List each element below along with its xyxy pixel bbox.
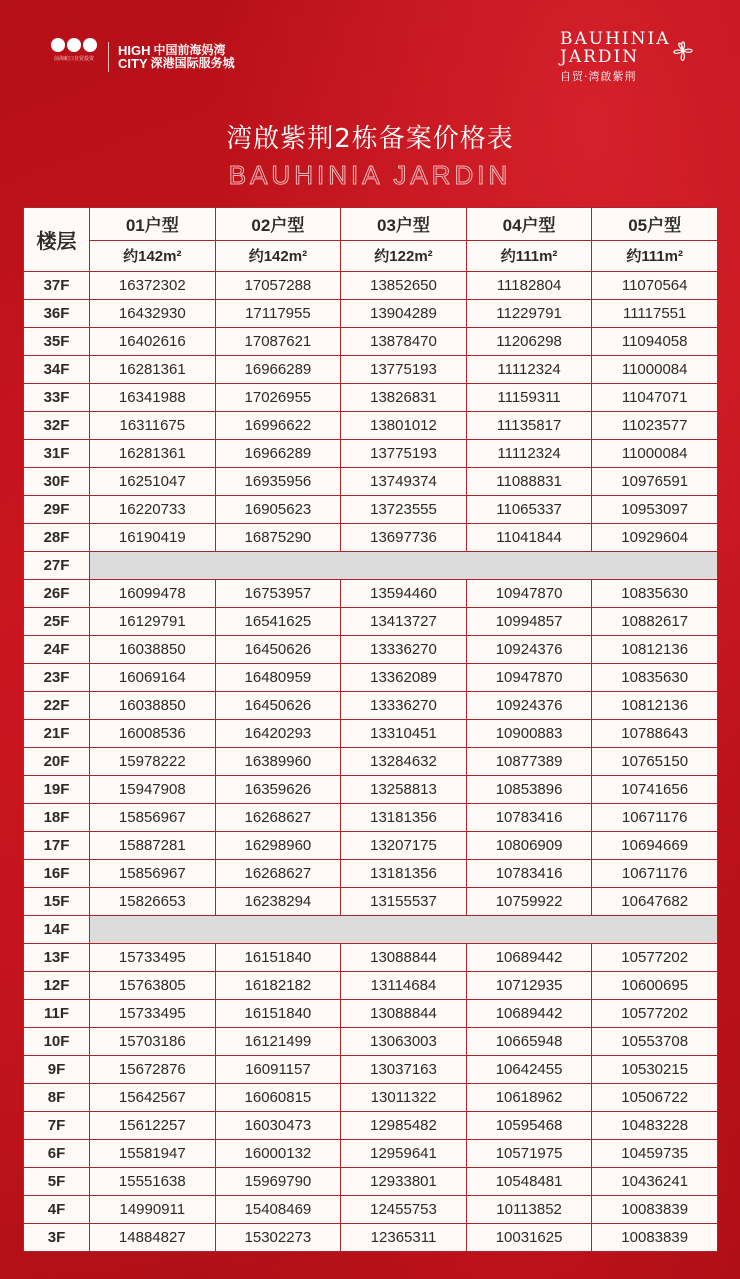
price-cell: 13088844 bbox=[341, 944, 467, 972]
floor-label: 37F bbox=[24, 272, 90, 300]
price-cell: 10783416 bbox=[466, 804, 592, 832]
price-cell: 16311675 bbox=[90, 412, 216, 440]
type-header-row bbox=[24, 208, 718, 241]
price-cell: 14990911 bbox=[90, 1196, 216, 1224]
price-cell: 16372302 bbox=[90, 272, 216, 300]
price-cell: 16359626 bbox=[215, 776, 341, 804]
price-table-body bbox=[24, 272, 718, 1252]
price-cell: 11159311 bbox=[466, 384, 592, 412]
table-row bbox=[24, 328, 718, 356]
price-cell: 14884827 bbox=[90, 1224, 216, 1252]
price-cell: 13037163 bbox=[341, 1056, 467, 1084]
price-cell: 17087621 bbox=[215, 328, 341, 356]
price-cell: 16905623 bbox=[215, 496, 341, 524]
area-header: 约111m² bbox=[466, 240, 592, 272]
price-cell: 16129791 bbox=[90, 608, 216, 636]
price-cell: 15969790 bbox=[215, 1168, 341, 1196]
price-cell: 13775193 bbox=[341, 440, 467, 468]
area-header-row bbox=[24, 240, 718, 272]
price-cell: 16450626 bbox=[215, 692, 341, 720]
price-cell: 13114684 bbox=[341, 972, 467, 1000]
price-cell: 15856967 bbox=[90, 804, 216, 832]
price-cell: 15703186 bbox=[90, 1028, 216, 1056]
price-cell: 13594460 bbox=[341, 580, 467, 608]
floor-label: 23F bbox=[24, 664, 90, 692]
brand-en-line1: BAUHINIA bbox=[560, 29, 671, 49]
table-row bbox=[24, 636, 718, 664]
highcity-line2: CITY bbox=[118, 56, 148, 71]
price-cell: 10506722 bbox=[592, 1084, 718, 1112]
price-cell: 13258813 bbox=[341, 776, 467, 804]
empty-floor-row bbox=[90, 916, 718, 944]
page-subtitle: BAUHINIA JARDIN bbox=[228, 160, 512, 190]
floor-label: 15F bbox=[24, 888, 90, 916]
table-row bbox=[24, 580, 718, 608]
price-cell: 16190419 bbox=[90, 524, 216, 552]
type-header: 01户型 bbox=[90, 208, 216, 241]
floor-label: 28F bbox=[24, 524, 90, 552]
price-cell: 11000084 bbox=[592, 356, 718, 384]
price-cell: 10947870 bbox=[466, 664, 592, 692]
price-cell: 11047071 bbox=[592, 384, 718, 412]
floor-label: 3F bbox=[24, 1224, 90, 1252]
price-cell: 10835630 bbox=[592, 580, 718, 608]
floor-label: 6F bbox=[24, 1140, 90, 1168]
price-cell: 13011322 bbox=[341, 1084, 467, 1112]
price-cell: 12985482 bbox=[341, 1112, 467, 1140]
table-row bbox=[24, 1140, 718, 1168]
floor-column-header: 楼层 bbox=[24, 208, 90, 272]
price-cell: 13801012 bbox=[341, 412, 467, 440]
price-cell: 10812136 bbox=[592, 692, 718, 720]
price-cell: 16121499 bbox=[215, 1028, 341, 1056]
price-cell: 12933801 bbox=[341, 1168, 467, 1196]
table-row bbox=[24, 1196, 718, 1224]
price-cell: 13362089 bbox=[341, 664, 467, 692]
floor-label: 9F bbox=[24, 1056, 90, 1084]
price-cell: 10689442 bbox=[466, 944, 592, 972]
logo-caption: 前海蛇口自贸投资 bbox=[53, 56, 94, 62]
floor-label: 21F bbox=[24, 720, 90, 748]
table-row bbox=[24, 300, 718, 328]
price-cell: 10577202 bbox=[592, 944, 718, 972]
price-cell: 16038850 bbox=[90, 636, 216, 664]
price-cell: 10600695 bbox=[592, 972, 718, 1000]
price-cell: 12959641 bbox=[341, 1140, 467, 1168]
price-cell: 10806909 bbox=[466, 832, 592, 860]
price-cell: 10882617 bbox=[592, 608, 718, 636]
price-cell: 16151840 bbox=[215, 944, 341, 972]
table-row bbox=[24, 384, 718, 412]
price-cell: 10671176 bbox=[592, 804, 718, 832]
price-cell: 13336270 bbox=[341, 692, 467, 720]
price-cell: 16753957 bbox=[215, 580, 341, 608]
table-row bbox=[24, 1000, 718, 1028]
price-cell: 16238294 bbox=[215, 888, 341, 916]
table-row bbox=[24, 860, 718, 888]
price-cell: 16251047 bbox=[90, 468, 216, 496]
table-row bbox=[24, 496, 718, 524]
logo-divider bbox=[108, 42, 109, 72]
price-cell: 10577202 bbox=[592, 1000, 718, 1028]
price-cell: 10765150 bbox=[592, 748, 718, 776]
page-header bbox=[0, 0, 740, 205]
table-row bbox=[24, 440, 718, 468]
price-cell: 11112324 bbox=[466, 356, 592, 384]
price-cell: 16000132 bbox=[215, 1140, 341, 1168]
type-header: 05户型 bbox=[592, 208, 718, 241]
price-cell: 16099478 bbox=[90, 580, 216, 608]
price-cell: 10783416 bbox=[466, 860, 592, 888]
price-cell: 15672876 bbox=[90, 1056, 216, 1084]
price-cell: 11041844 bbox=[466, 524, 592, 552]
table-row bbox=[24, 692, 718, 720]
price-cell: 15302273 bbox=[215, 1224, 341, 1252]
highcity-logo bbox=[118, 44, 235, 70]
table-row bbox=[24, 468, 718, 496]
price-cell: 16432930 bbox=[90, 300, 216, 328]
price-cell: 11182804 bbox=[466, 272, 592, 300]
floor-label: 12F bbox=[24, 972, 90, 1000]
table-row bbox=[24, 944, 718, 972]
price-cell: 10924376 bbox=[466, 636, 592, 664]
price-cell: 16341988 bbox=[90, 384, 216, 412]
price-cell: 10947870 bbox=[466, 580, 592, 608]
highcity-cn2: 深港国际服务城 bbox=[150, 56, 235, 70]
floor-label: 34F bbox=[24, 356, 90, 384]
price-cell: 10689442 bbox=[466, 1000, 592, 1028]
price-cell: 13207175 bbox=[341, 832, 467, 860]
price-cell: 16008536 bbox=[90, 720, 216, 748]
floor-label: 33F bbox=[24, 384, 90, 412]
price-cell: 16091157 bbox=[215, 1056, 341, 1084]
price-cell: 16966289 bbox=[215, 440, 341, 468]
floor-label: 31F bbox=[24, 440, 90, 468]
bauhinia-flower-icon bbox=[668, 36, 698, 66]
floor-label: 5F bbox=[24, 1168, 90, 1196]
price-cell: 10835630 bbox=[592, 664, 718, 692]
price-cell: 10976591 bbox=[592, 468, 718, 496]
price-cell: 10929604 bbox=[592, 524, 718, 552]
area-header: 约111m² bbox=[592, 240, 718, 272]
price-cell: 10436241 bbox=[592, 1168, 718, 1196]
price-cell: 10994857 bbox=[466, 608, 592, 636]
price-cell: 15978222 bbox=[90, 748, 216, 776]
table-row bbox=[24, 1084, 718, 1112]
price-cell: 16420293 bbox=[215, 720, 341, 748]
floor-label: 22F bbox=[24, 692, 90, 720]
table-row bbox=[24, 608, 718, 636]
price-cell: 16151840 bbox=[215, 1000, 341, 1028]
price-cell: 15581947 bbox=[90, 1140, 216, 1168]
price-cell: 16966289 bbox=[215, 356, 341, 384]
highcity-line1: HIGH bbox=[118, 43, 151, 58]
price-cell: 11000084 bbox=[592, 440, 718, 468]
price-cell: 13852650 bbox=[341, 272, 467, 300]
brand-en-line2: JARDIN bbox=[560, 47, 640, 67]
price-cell: 10788643 bbox=[592, 720, 718, 748]
floor-label: 30F bbox=[24, 468, 90, 496]
price-cell: 10031625 bbox=[466, 1224, 592, 1252]
price-cell: 15551638 bbox=[90, 1168, 216, 1196]
floor-label: 7F bbox=[24, 1112, 90, 1140]
price-cell: 13088844 bbox=[341, 1000, 467, 1028]
price-cell: 10877389 bbox=[466, 748, 592, 776]
price-cell: 10665948 bbox=[466, 1028, 592, 1056]
price-cell: 10759922 bbox=[466, 888, 592, 916]
table-row bbox=[24, 888, 718, 916]
table-row bbox=[24, 1168, 718, 1196]
price-cell: 11023577 bbox=[592, 412, 718, 440]
price-cell: 16996622 bbox=[215, 412, 341, 440]
price-cell: 16298960 bbox=[215, 832, 341, 860]
floor-label: 18F bbox=[24, 804, 90, 832]
price-cell: 10647682 bbox=[592, 888, 718, 916]
price-cell: 12365311 bbox=[341, 1224, 467, 1252]
price-cell: 10812136 bbox=[592, 636, 718, 664]
price-cell: 10853896 bbox=[466, 776, 592, 804]
floor-label: 16F bbox=[24, 860, 90, 888]
price-cell: 16450626 bbox=[215, 636, 341, 664]
table-row bbox=[24, 720, 718, 748]
price-cell: 13723555 bbox=[341, 496, 467, 524]
price-cell: 13181356 bbox=[341, 804, 467, 832]
price-cell: 17117955 bbox=[215, 300, 341, 328]
table-row bbox=[24, 1224, 718, 1252]
table-row bbox=[24, 832, 718, 860]
floor-label: 26F bbox=[24, 580, 90, 608]
floor-label: 35F bbox=[24, 328, 90, 356]
floor-label: 32F bbox=[24, 412, 90, 440]
floor-label: 36F bbox=[24, 300, 90, 328]
price-cell: 10083839 bbox=[592, 1196, 718, 1224]
price-cell: 15733495 bbox=[90, 1000, 216, 1028]
price-cell: 10953097 bbox=[592, 496, 718, 524]
price-cell: 15826653 bbox=[90, 888, 216, 916]
table-row bbox=[24, 272, 718, 300]
area-header: 约142m² bbox=[215, 240, 341, 272]
price-cell: 13336270 bbox=[341, 636, 467, 664]
price-cell: 10530215 bbox=[592, 1056, 718, 1084]
price-cell: 10113852 bbox=[466, 1196, 592, 1224]
floor-label: 19F bbox=[24, 776, 90, 804]
price-cell: 10083839 bbox=[592, 1224, 718, 1252]
table-row bbox=[24, 1028, 718, 1056]
price-cell: 10459735 bbox=[592, 1140, 718, 1168]
price-cell: 16389960 bbox=[215, 748, 341, 776]
table-row bbox=[24, 1056, 718, 1084]
price-cell: 16220733 bbox=[90, 496, 216, 524]
page-title: 湾啟紫荆2栋备案价格表 bbox=[226, 124, 514, 154]
floor-label: 25F bbox=[24, 608, 90, 636]
table-row bbox=[24, 664, 718, 692]
price-cell: 11117551 bbox=[592, 300, 718, 328]
price-cell: 11135817 bbox=[466, 412, 592, 440]
price-cell: 10548481 bbox=[466, 1168, 592, 1196]
table-row bbox=[24, 972, 718, 1000]
price-cell: 15408469 bbox=[215, 1196, 341, 1224]
price-cell: 10595468 bbox=[466, 1112, 592, 1140]
floor-label: 20F bbox=[24, 748, 90, 776]
price-cell: 16038850 bbox=[90, 692, 216, 720]
type-header: 02户型 bbox=[215, 208, 341, 241]
floor-label: 11F bbox=[24, 1000, 90, 1028]
area-header: 约142m² bbox=[90, 240, 216, 272]
price-cell: 10712935 bbox=[466, 972, 592, 1000]
floor-label: 4F bbox=[24, 1196, 90, 1224]
floor-label: 24F bbox=[24, 636, 90, 664]
price-cell: 15733495 bbox=[90, 944, 216, 972]
type-header: 03户型 bbox=[341, 208, 467, 241]
table-row bbox=[24, 916, 718, 944]
price-cell: 16268627 bbox=[215, 860, 341, 888]
floor-label: 17F bbox=[24, 832, 90, 860]
price-cell: 11088831 bbox=[466, 468, 592, 496]
price-cell: 13697736 bbox=[341, 524, 467, 552]
price-cell: 15612257 bbox=[90, 1112, 216, 1140]
price-cell: 13775193 bbox=[341, 356, 467, 384]
empty-floor-row bbox=[90, 552, 718, 580]
price-cell: 15947908 bbox=[90, 776, 216, 804]
table-row bbox=[24, 776, 718, 804]
logo-circles-icon bbox=[44, 38, 104, 52]
price-cell: 16402616 bbox=[90, 328, 216, 356]
floor-label: 27F bbox=[24, 552, 90, 580]
price-cell: 16281361 bbox=[90, 440, 216, 468]
price-cell: 16281361 bbox=[90, 356, 216, 384]
price-cell: 16069164 bbox=[90, 664, 216, 692]
price-cell: 15887281 bbox=[90, 832, 216, 860]
floor-label: 13F bbox=[24, 944, 90, 972]
price-cell: 10900883 bbox=[466, 720, 592, 748]
price-cell: 15642567 bbox=[90, 1084, 216, 1112]
price-cell: 11070564 bbox=[592, 272, 718, 300]
qianhai-logo bbox=[44, 38, 104, 72]
highcity-cn1: 中国前海妈湾 bbox=[153, 43, 226, 57]
price-cell: 10571975 bbox=[466, 1140, 592, 1168]
table-row bbox=[24, 748, 718, 776]
price-cell: 13904289 bbox=[341, 300, 467, 328]
price-cell: 13181356 bbox=[341, 860, 467, 888]
floor-label: 29F bbox=[24, 496, 90, 524]
type-header: 04户型 bbox=[466, 208, 592, 241]
price-cell: 13413727 bbox=[341, 608, 467, 636]
price-cell: 16935956 bbox=[215, 468, 341, 496]
table-row bbox=[24, 524, 718, 552]
price-cell: 16268627 bbox=[215, 804, 341, 832]
price-cell: 17057288 bbox=[215, 272, 341, 300]
price-cell: 16182182 bbox=[215, 972, 341, 1000]
price-cell: 16030473 bbox=[215, 1112, 341, 1140]
price-cell: 11094058 bbox=[592, 328, 718, 356]
table-row bbox=[24, 1112, 718, 1140]
price-cell: 11229791 bbox=[466, 300, 592, 328]
price-cell: 11206298 bbox=[466, 328, 592, 356]
price-cell: 12455753 bbox=[341, 1196, 467, 1224]
price-cell: 10553708 bbox=[592, 1028, 718, 1056]
price-cell: 15763805 bbox=[90, 972, 216, 1000]
price-cell: 13155537 bbox=[341, 888, 467, 916]
price-cell: 13878470 bbox=[341, 328, 467, 356]
price-cell: 16480959 bbox=[215, 664, 341, 692]
price-cell: 10694669 bbox=[592, 832, 718, 860]
price-cell: 16541625 bbox=[215, 608, 341, 636]
floor-label: 14F bbox=[24, 916, 90, 944]
price-cell: 17026955 bbox=[215, 384, 341, 412]
price-cell: 13310451 bbox=[341, 720, 467, 748]
price-cell: 10671176 bbox=[592, 860, 718, 888]
table-row bbox=[24, 356, 718, 384]
table-row bbox=[24, 552, 718, 580]
price-cell: 10642455 bbox=[466, 1056, 592, 1084]
price-cell: 13826831 bbox=[341, 384, 467, 412]
price-cell: 11065337 bbox=[466, 496, 592, 524]
price-cell: 16875290 bbox=[215, 524, 341, 552]
table-row bbox=[24, 804, 718, 832]
price-cell: 10741656 bbox=[592, 776, 718, 804]
price-cell: 10618962 bbox=[466, 1084, 592, 1112]
price-cell: 11112324 bbox=[466, 440, 592, 468]
price-cell: 16060815 bbox=[215, 1084, 341, 1112]
price-table bbox=[23, 207, 718, 1252]
floor-label: 8F bbox=[24, 1084, 90, 1112]
price-cell: 13284632 bbox=[341, 748, 467, 776]
price-cell: 13749374 bbox=[341, 468, 467, 496]
price-cell: 15856967 bbox=[90, 860, 216, 888]
floor-label: 10F bbox=[24, 1028, 90, 1056]
area-header: 约122m² bbox=[341, 240, 467, 272]
price-cell: 10924376 bbox=[466, 692, 592, 720]
price-cell: 10483228 bbox=[592, 1112, 718, 1140]
brand-cn: 自贸·湾啟紫荆 bbox=[560, 70, 637, 83]
table-row bbox=[24, 412, 718, 440]
price-cell: 13063003 bbox=[341, 1028, 467, 1056]
